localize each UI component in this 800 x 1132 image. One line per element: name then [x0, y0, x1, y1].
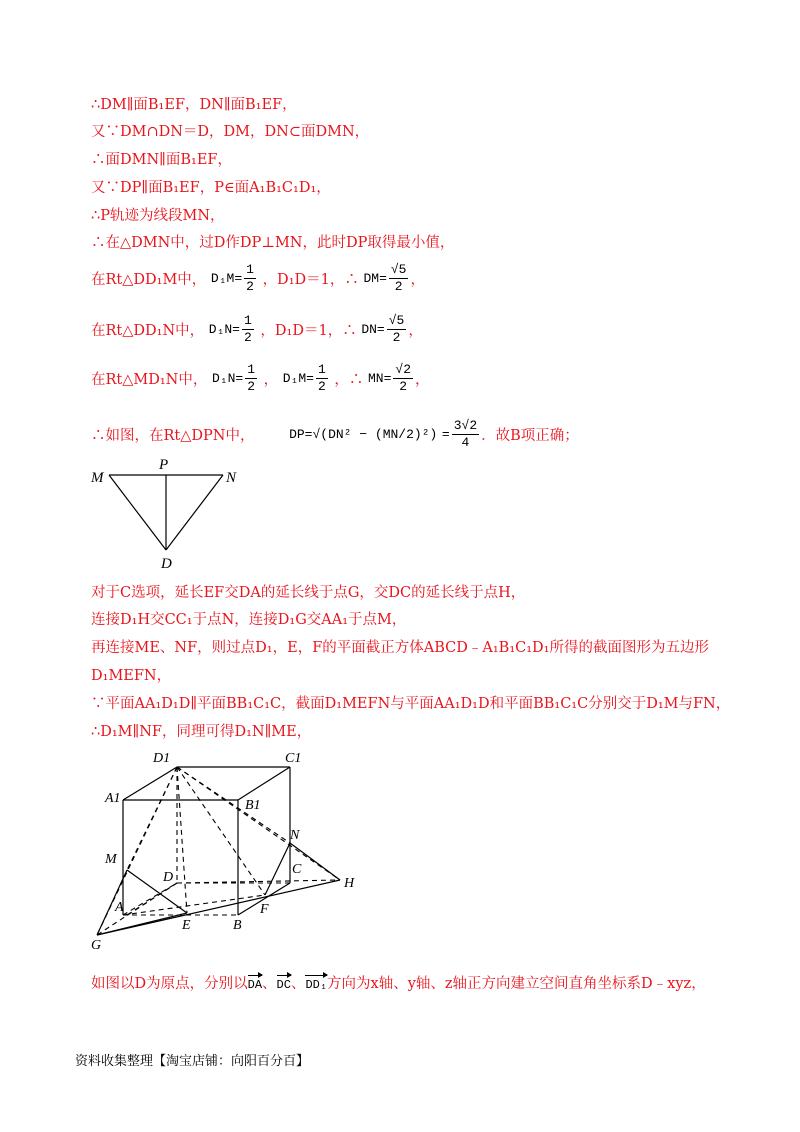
rt-line-1: 在Rt△DD₁M中， D₁M= $\frac{1}{2}$ ，D₁D＝1，∴ DM= $\frac{√5}{2}$ ， [91, 262, 425, 294]
label-a: A [115, 900, 124, 915]
cube-section-figure [85, 745, 375, 955]
label-c1: C1 [285, 751, 302, 766]
page-footer: 资料收集整理【淘宝店铺：向阳百分百】 [75, 1054, 310, 1069]
segment-md [109, 475, 166, 550]
text-line-1: ∴DM∥面B₁EF，DN∥面B₁EF， [91, 97, 297, 113]
vector-da: DA [248, 974, 262, 992]
label-c: C [292, 862, 302, 877]
label-d1: D1 [153, 751, 171, 766]
label-b: B [233, 918, 242, 933]
text-line-5: ∴P轨迹为线段MN， [91, 208, 225, 224]
label-p: P [159, 457, 169, 473]
rt-line-2: 在Rt△DD₁N中， D₁N= $\frac{1}{2}$ ，D₁D＝1，∴ DN= $\frac{√5}{2}$ ， [91, 313, 423, 345]
coordinate-system-line: 如图以D为原点，分别以DA、DC、DD₁方向为x轴、y轴、z轴正方向建立空间直角坐标系D﹣xyz， [91, 976, 706, 992]
text-line-3: ∴面DMN∥面B₁EF， [91, 152, 232, 168]
label-b1: B1 [245, 798, 261, 813]
label-d: D [163, 870, 174, 885]
rt-line-3: 在Rt△MD₁N中， D₁N= $\frac{1}{2}$ ， D₁M= $\frac{1}{2}$ ，∴ MN= $\frac{√2}{2}$ ， [91, 362, 430, 394]
label-m: M [91, 470, 104, 486]
text-line-11: ∵平面AA₁D₁D∥平面BB₁C₁C，截面D₁MEFN与平面AA₁D₁D和平面BB₁C₁C分别交于D₁M与FN， [91, 696, 731, 712]
vector-dc: DC [277, 974, 291, 992]
label-m: M [105, 852, 117, 867]
label-e: E [182, 918, 191, 933]
label-g: G [91, 938, 102, 953]
text-line-2: 又∵DM∩DN＝D，DM，DN⊂面DMN， [91, 124, 370, 140]
label-f: F [260, 902, 269, 917]
label-h: H [344, 876, 355, 891]
text-line-9: 再连接ME、NF，则过点D₁，E，F的平面截正方体ABCD﹣A₁B₁C₁D₁所得的截面图形为五边形 [91, 640, 709, 656]
text-line-7: 对于C选项，延长EF交DA的延长线于点G，交DC的延长线于点H， [91, 585, 526, 601]
text-line-10: D₁MEFN， [91, 668, 172, 684]
text-line-6: ∴在△DMN中，过D作DP⊥MN，此时DP取得最小值， [91, 235, 455, 251]
text-line-12: ∴D₁M∥NF，同理可得D₁N∥ME， [91, 724, 312, 740]
text-line-8: 连接D₁H交CC₁于点N，连接D₁G交AA₁于点M， [91, 612, 407, 628]
label-n: N [290, 828, 300, 843]
text-line-4: 又∵DP∥面B₁EF，P∈面A₁B₁C₁D₁， [91, 180, 331, 196]
label-a1: A1 [105, 791, 121, 806]
label-n: N [226, 470, 237, 486]
triangle-figure [85, 455, 250, 575]
label-d: D [161, 556, 172, 572]
vector-dd1: DD₁ [305, 974, 327, 992]
rt-line-4: ∴如图，在Rt△DPN中， DP=√(DN² − (MN/2)²) = $\frac{3√2}{4}$ ．故B项正确； [91, 418, 579, 450]
segment-nd [166, 475, 223, 550]
